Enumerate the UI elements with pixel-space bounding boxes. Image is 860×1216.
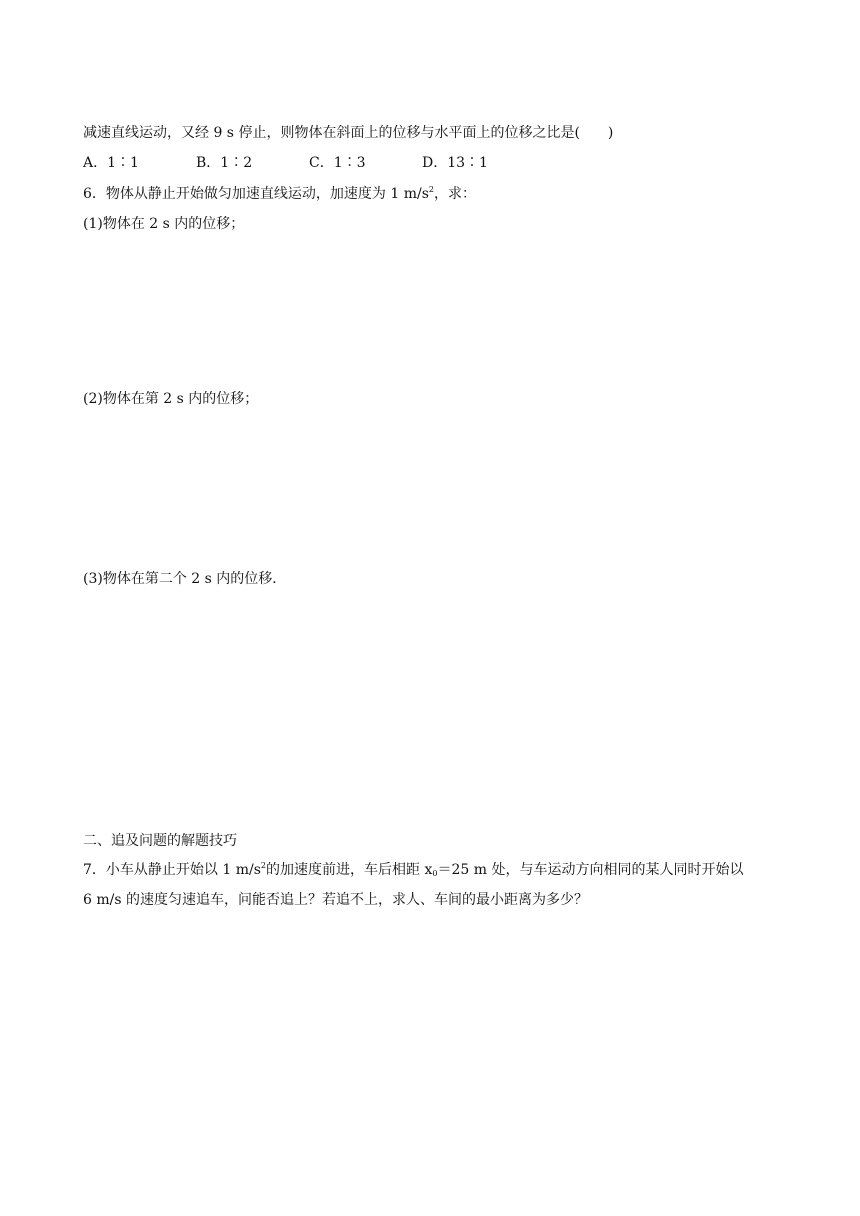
question-5-stem xyxy=(83,124,613,142)
option-c: C．1∶3 xyxy=(309,155,366,171)
question-6-stem-end: ，求： xyxy=(433,186,476,202)
question-6-stem xyxy=(83,185,476,203)
section-heading: 二、追及问题的解题技巧 xyxy=(83,833,237,849)
question-6-part-2: (2)物体在第 2 s 内的位移； xyxy=(83,391,259,407)
question-6-stem-text: 6．物体从静止开始做匀加速直线运动，加速度为 1 m/s xyxy=(83,186,429,202)
question-5-stem-text: 减速直线运动，又经 9 s 停止，则物体在斜面上的位移与水平面上的位移之比是( ) xyxy=(83,125,614,141)
option-b: B．1∶2 xyxy=(196,155,253,171)
question-7-text-a: 7．小车从静止开始以 1 m/s xyxy=(83,862,261,878)
option-d: D．13∶1 xyxy=(422,155,488,171)
question-7-superscript: 2 xyxy=(260,861,266,870)
question-6-part-3: (3)物体在第二个 2 s 内的位移． xyxy=(83,571,287,587)
question-7-text-b: 的加速度前进，车后相距 x xyxy=(266,862,433,878)
question-7-line-2: 6 m/s 的速度匀速追车，问能否追上？若追不上，求人、车间的最小距离为多少？ xyxy=(83,892,588,908)
question-7-line-1 xyxy=(83,861,743,879)
question-5-options xyxy=(83,154,535,172)
question-6-part-1: (1)物体在 2 s 内的位移； xyxy=(83,216,245,232)
question-7-subscript: 0 xyxy=(432,869,438,878)
option-a: A．1∶1 xyxy=(83,155,139,171)
question-6-superscript: 2 xyxy=(428,185,434,194)
question-7-text-c: ＝25 m 处，与车运动方向相同的某人同时开始以 xyxy=(437,862,744,878)
